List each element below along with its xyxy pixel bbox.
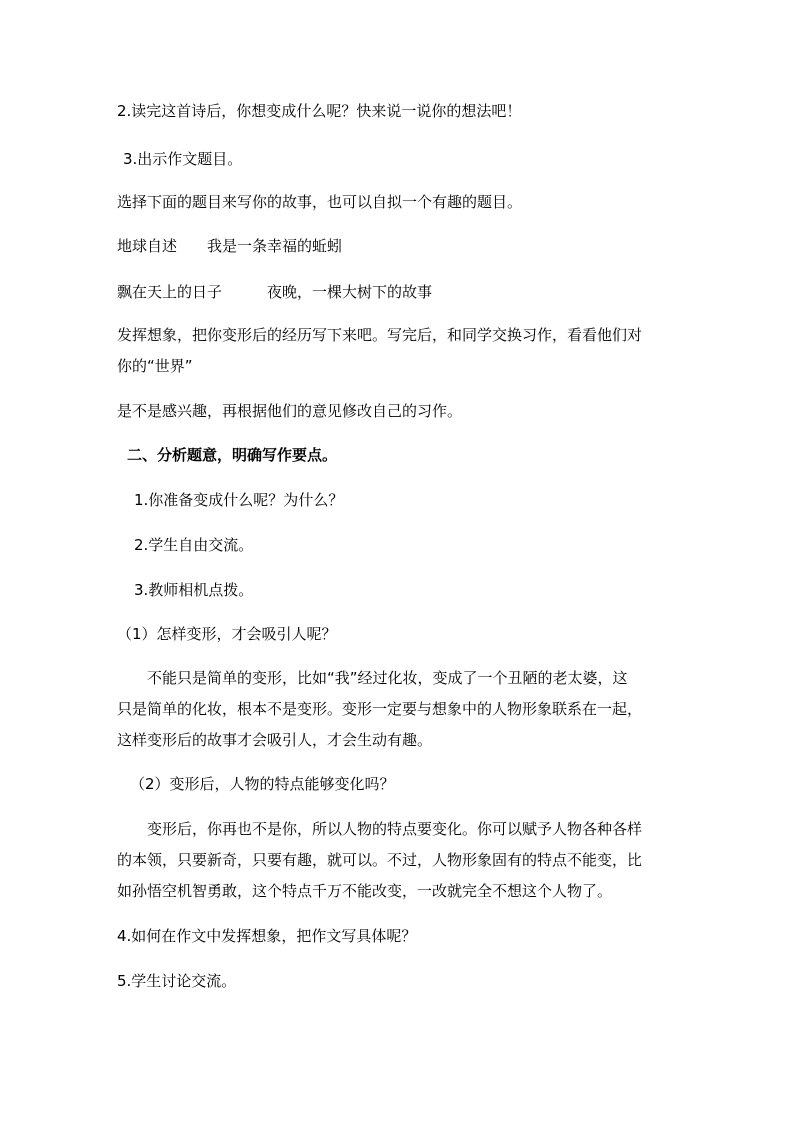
paragraph-line: 4.如何在作文中发挥想象，把作文写具体呢？	[117, 927, 417, 945]
paragraph-line: 地球自述 我是一条幸福的蚯蚓	[117, 237, 343, 255]
paragraph-line: 2.学生自由交流。	[134, 536, 254, 554]
paragraph-line: 是不是感兴趣，再根据他们的意见修改自己的习作。	[117, 402, 463, 420]
paragraph-line: 的本领，只要新奇，只要有趣，就可以。不过，人物形象固有的特点不能变，比	[117, 851, 643, 869]
paragraph-line: （1）怎样变形，才会吸引人呢？	[117, 625, 337, 643]
paragraph-line: 3.教师相机点拨。	[134, 581, 254, 599]
paragraph-line: 选择下面的题目来写你的故事，也可以自拟一个有趣的题目。	[117, 193, 523, 211]
paragraph-line: 这样变形后的故事才会吸引人，才会生动有趣。	[117, 731, 433, 749]
paragraph-line: 不能只是简单的变形，比如“我”经过化妆，变成了一个丑陋的老太婆，这	[147, 669, 628, 687]
paragraph-line: 2.读完这首诗后，你想变成什么呢？快来说一说你的想法吧！	[117, 102, 522, 120]
paragraph-line: （2）变形后，人物的特点能够变化吗？	[130, 775, 395, 793]
paragraph-line: 飘在天上的日子 夜晚，一棵大树下的故事	[117, 283, 433, 301]
paragraph-line: 发挥想象，把你变形后的经历写下来吧。写完后，和同学交换习作，看看他们对	[117, 326, 643, 344]
paragraph-line: 变形后，你再也不是你，所以人物的特点要变化。你可以赋予人物各种各样	[147, 820, 643, 838]
paragraph-line: 5.学生讨论交流。	[117, 972, 237, 990]
paragraph-line: 只是简单的化妆，根本不是变形。变形一定要与想象中的人物形象联系在一起，	[117, 700, 643, 718]
paragraph-line: 你的“世界”	[117, 357, 193, 375]
paragraph-line: 3.出示作文题目。	[123, 150, 243, 168]
paragraph-line: 如孙悟空机智勇敢，这个特点千万不能改变，一改就完全不想这个人物了。	[117, 882, 613, 900]
section-heading: 二、分析题意，明确写作要点。	[127, 446, 338, 464]
paragraph-line: 1.你准备变成什么呢？为什么？	[134, 491, 344, 509]
